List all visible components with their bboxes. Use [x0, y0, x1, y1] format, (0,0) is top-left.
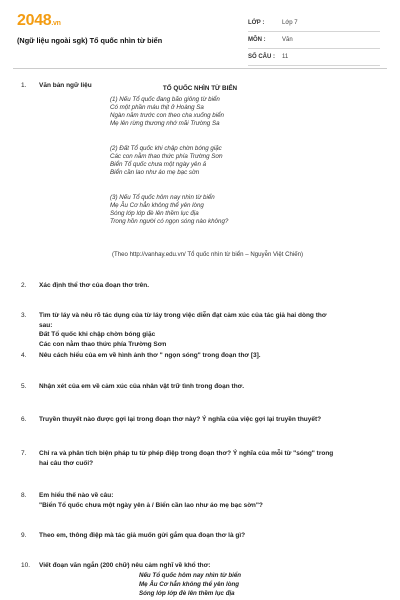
meta-value: Văn	[282, 37, 293, 43]
poem-line: Sóng lớp lớp đè lên thềm lục địa	[110, 210, 199, 217]
question-number: 7.	[21, 450, 27, 457]
poem-line: Mẹ lên rừng thương nhớ mãi Trường Sa	[110, 120, 220, 127]
poem-stanza-2	[110, 145, 223, 177]
question-number: 5.	[21, 383, 27, 390]
poem-stanza-3	[110, 194, 228, 226]
meta-row-subject	[248, 32, 380, 49]
question-line: Nhận xét của em về cảm xúc của nhân vật trữ tình trong đoạn thơ.	[39, 383, 245, 390]
question-line: Theo em, thông điệp mà tác giả muốn gửi gắm qua đoạn thơ là gì?	[39, 532, 246, 539]
question-line: hai câu thơ cuối?	[39, 459, 94, 467]
poem-line: Biển cần lao như áo mẹ bạc sờn	[110, 169, 200, 176]
question-number: 3.	[21, 312, 27, 319]
question-text	[39, 449, 379, 468]
question-text	[39, 311, 379, 349]
meta-label: MÔN :	[248, 37, 266, 43]
question-line: Chỉ ra và phân tích biện pháp tu từ phép điệp trong đoạn thơ? Ý nghĩa của mỗi từ "sóng" trong	[39, 450, 334, 457]
question-text: Văn bản ngữ liệu	[39, 82, 92, 89]
question-number: 9.	[21, 532, 27, 539]
question-line: Viết đoạn văn ngắn (200 chữ) nêu cảm nghĩ về khổ thơ:	[39, 562, 211, 569]
question-number: 2.	[21, 282, 27, 289]
question-number: 8.	[21, 492, 27, 499]
meta-label: SỐ CÂU :	[248, 54, 275, 60]
question-text	[39, 531, 379, 541]
meta-table	[248, 15, 380, 66]
question-text	[39, 561, 379, 571]
question-line: Các con nằm thao thức phía Trường Sơn	[39, 340, 167, 348]
question-line: sau:	[39, 321, 53, 329]
question-line: Xác định thể thơ của đoạn thơ trên.	[39, 282, 149, 289]
site-logo[interactable]	[17, 12, 61, 30]
poem-line: Trong hồn người có ngọn sóng nào không?	[110, 218, 229, 225]
question-line: Tìm từ láy và nêu rõ tác dụng của từ láy trong việc diễn đạt cảm xúc của tác giả hai dòng thơ	[39, 312, 327, 319]
poem-line: Có một phần máu thịt ở Hoàng Sa	[110, 104, 204, 111]
poem-source: (Theo http://vanhay.edu.vn/ Tổ quốc nhìn từ biển – Nguyễn Việt Chiến)	[112, 251, 304, 258]
question-line: Đất Tổ quốc khi chập chờn bóng giặc	[39, 331, 156, 338]
meta-label: LỚP :	[248, 20, 265, 26]
poem-title: TỔ QUỐC NHÌN TỪ BIỂN	[162, 85, 238, 92]
question-number: 4.	[21, 352, 27, 359]
poem-line: (1) Nếu Tổ quốc đang bão giông từ biển	[110, 96, 220, 103]
meta-row-count	[248, 49, 380, 66]
question-10-poem	[139, 572, 241, 598]
poem-line: Nếu Tổ quốc hôm nay nhìn từ biển	[139, 572, 242, 579]
question-line: Truyền thuyết nào được gợi lại trong đoạn thơ này? Ý nghĩa của việc gợi lại truyền thuyết?	[39, 416, 322, 423]
document-title: (Ngữ liệu ngoài sgk) Tổ quốc nhìn từ biển	[17, 36, 163, 45]
poem-line: Ngàn năm trước con theo cha xuống biển	[110, 112, 224, 119]
poem-line: Các con nằm thao thức phía Trường Sơn	[110, 153, 223, 160]
question-number: 10.	[21, 562, 31, 569]
poem-line: Mẹ Âu Cơ hẳn không thể yên lòng	[139, 580, 240, 588]
logo-suffix: .vn	[51, 20, 61, 27]
poem-line: (3) Nếu Tổ quốc hôm nay nhìn từ biển	[110, 194, 215, 201]
logo-main: 2048	[17, 12, 52, 29]
meta-value: 11	[282, 54, 289, 60]
question-text	[39, 382, 379, 392]
poem-stanza-1	[110, 96, 224, 128]
poem-line: Biển Tổ quốc chưa một ngày yên ả	[110, 161, 207, 168]
question-line: "Biển Tổ quốc chưa một ngày yên ả / Biển cần lao như áo mẹ bạc sờn"?	[39, 501, 263, 509]
question-text	[39, 281, 379, 291]
question-text	[39, 351, 379, 361]
question-text	[39, 491, 379, 510]
question-text	[39, 415, 379, 425]
meta-value: Lớp 7	[282, 20, 298, 26]
meta-row-class	[248, 15, 380, 32]
question-line: Em hiểu thế nào về câu:	[39, 492, 114, 499]
poem-line: Mẹ Âu Cơ hẳn không thể yên lòng	[110, 202, 204, 209]
question-number: 6.	[21, 416, 27, 423]
poem-line: Sóng lớp lớp đè lên thềm lục địa	[139, 589, 235, 597]
header-divider	[13, 68, 387, 69]
question-number: 1.	[21, 82, 27, 89]
question-line: Nêu cách hiểu của em về hình ảnh thơ " ngọn sóng" trong đoạn thơ [3].	[39, 352, 261, 359]
poem-line: (2) Đất Tổ quốc khi chập chờn bóng giặc	[110, 145, 222, 152]
